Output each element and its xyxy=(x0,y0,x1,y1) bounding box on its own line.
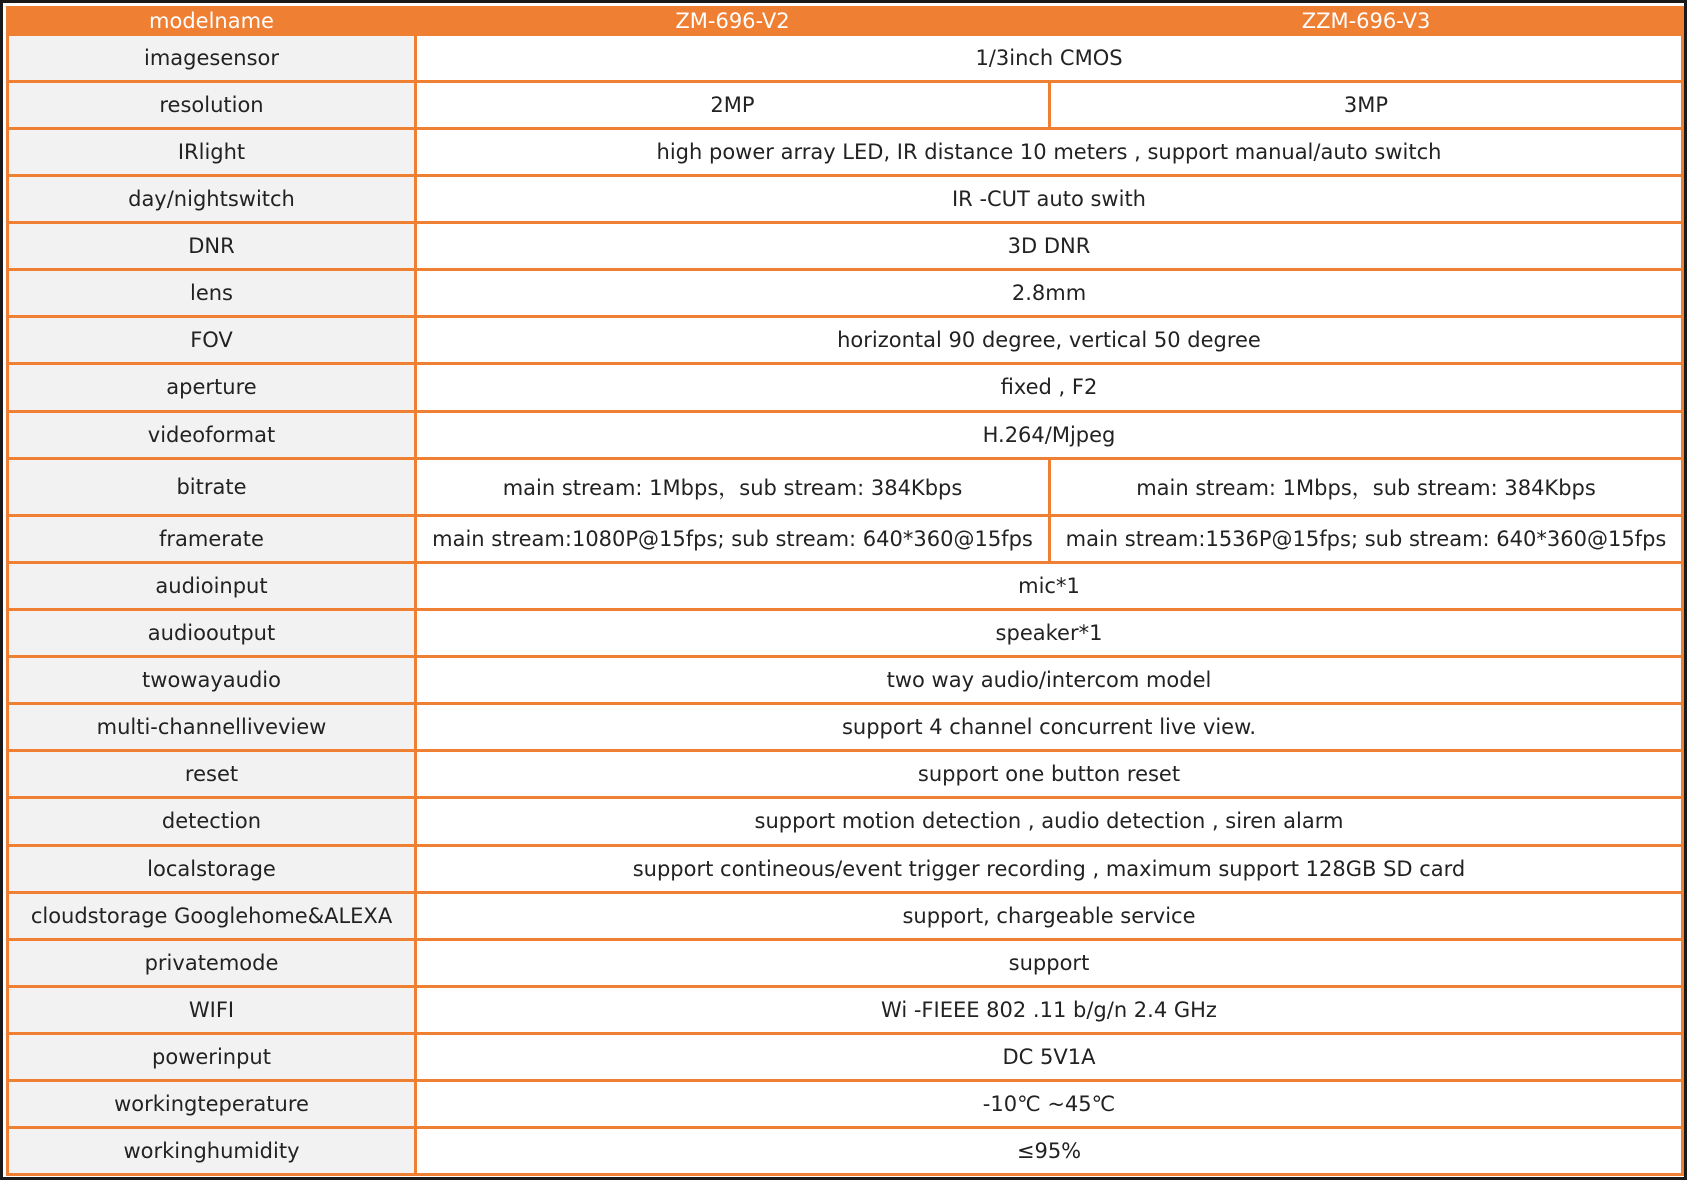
row-label: bitrate xyxy=(8,458,416,516)
header-model-b: ZZM-696-V3 xyxy=(1050,8,1683,35)
row-label: cloudstorage Googlehome&ALEXA xyxy=(8,892,416,939)
row-label: audioinput xyxy=(8,563,416,610)
table-row xyxy=(8,82,1683,129)
row-label: lens xyxy=(8,270,416,317)
row-label: workingteperature xyxy=(8,1080,416,1127)
row-value: support xyxy=(416,939,1683,986)
table-row xyxy=(8,176,1683,223)
row-value: 3D DNR xyxy=(416,223,1683,270)
header-model-a: ZM-696-V2 xyxy=(416,8,1050,35)
row-value: fixed , F2 xyxy=(416,364,1683,411)
row-label: day/nightswitch xyxy=(8,176,416,223)
row-value-model-b: main stream:1536P@15fps; sub stream: 640*360@15fps xyxy=(1050,516,1683,563)
row-value: support contineous/event trigger recording , maximum support 128GB SD card xyxy=(416,845,1683,892)
table-row xyxy=(8,411,1683,458)
table-row xyxy=(8,1080,1683,1127)
row-label: aperture xyxy=(8,364,416,411)
table-row xyxy=(8,516,1683,563)
row-value: speaker*1 xyxy=(416,610,1683,657)
table-row xyxy=(8,317,1683,364)
row-label: twowayaudio xyxy=(8,657,416,704)
table-row xyxy=(8,751,1683,798)
table-row xyxy=(8,657,1683,704)
row-label: DNR xyxy=(8,223,416,270)
row-value: mic*1 xyxy=(416,563,1683,610)
row-label: reset xyxy=(8,751,416,798)
row-label: detection xyxy=(8,798,416,845)
table-row xyxy=(8,845,1683,892)
table-row xyxy=(8,704,1683,751)
row-value: high power array LED, IR distance 10 meters , support manual/auto switch xyxy=(416,129,1683,176)
spec-table xyxy=(6,6,1684,1176)
table-row xyxy=(8,892,1683,939)
row-value-model-a: main stream:1080P@15fps; sub stream: 640*360@15fps xyxy=(416,516,1050,563)
row-value: 2.8mm xyxy=(416,270,1683,317)
table-row xyxy=(8,798,1683,845)
row-value: support, chargeable service xyxy=(416,892,1683,939)
row-value: horizontal 90 degree, vertical 50 degree xyxy=(416,317,1683,364)
row-value-model-a: 2MP xyxy=(416,82,1050,129)
row-value-model-b: main stream: 1Mbps，sub stream: 384Kbps xyxy=(1050,458,1683,516)
row-value-model-b: 3MP xyxy=(1050,82,1683,129)
row-value: two way audio/intercom model xyxy=(416,657,1683,704)
table-row xyxy=(8,458,1683,516)
row-label: IRlight xyxy=(8,129,416,176)
row-label: imagesensor xyxy=(8,35,416,82)
row-value: H.264/Mjpeg xyxy=(416,411,1683,458)
row-label: WIFI xyxy=(8,986,416,1033)
row-label: workinghumidity xyxy=(8,1127,416,1174)
row-value: Wi -FIEEE 802 .11 b/g/n 2.4 GHz xyxy=(416,986,1683,1033)
row-label: audiooutput xyxy=(8,610,416,657)
table-row xyxy=(8,1127,1683,1174)
row-label: multi-channelliveview xyxy=(8,704,416,751)
row-value: support 4 channel concurrent live view. xyxy=(416,704,1683,751)
row-label: powerinput xyxy=(8,1033,416,1080)
row-label: resolution xyxy=(8,82,416,129)
table-row xyxy=(8,1033,1683,1080)
table-row xyxy=(8,610,1683,657)
header-row xyxy=(8,8,1683,35)
table-row xyxy=(8,563,1683,610)
row-label: localstorage xyxy=(8,845,416,892)
row-value: ≤95% xyxy=(416,1127,1683,1174)
table-row xyxy=(8,986,1683,1033)
row-label: videoformat xyxy=(8,411,416,458)
table-row xyxy=(8,270,1683,317)
header-label: modelname xyxy=(8,8,416,35)
row-value: IR -CUT auto swith xyxy=(416,176,1683,223)
table-row xyxy=(8,223,1683,270)
table-row xyxy=(8,129,1683,176)
row-value: support one button reset xyxy=(416,751,1683,798)
row-label: framerate xyxy=(8,516,416,563)
table-row xyxy=(8,364,1683,411)
row-value: -10℃ ~45℃ xyxy=(416,1080,1683,1127)
row-label: privatemode xyxy=(8,939,416,986)
row-value: 1/3inch CMOS xyxy=(416,35,1683,82)
table-row xyxy=(8,939,1683,986)
row-value-model-a: main stream: 1Mbps，sub stream: 384Kbps xyxy=(416,458,1050,516)
row-label: FOV xyxy=(8,317,416,364)
row-value: DC 5V1A xyxy=(416,1033,1683,1080)
row-value: support motion detection , audio detection , siren alarm xyxy=(416,798,1683,845)
table-row xyxy=(8,35,1683,82)
